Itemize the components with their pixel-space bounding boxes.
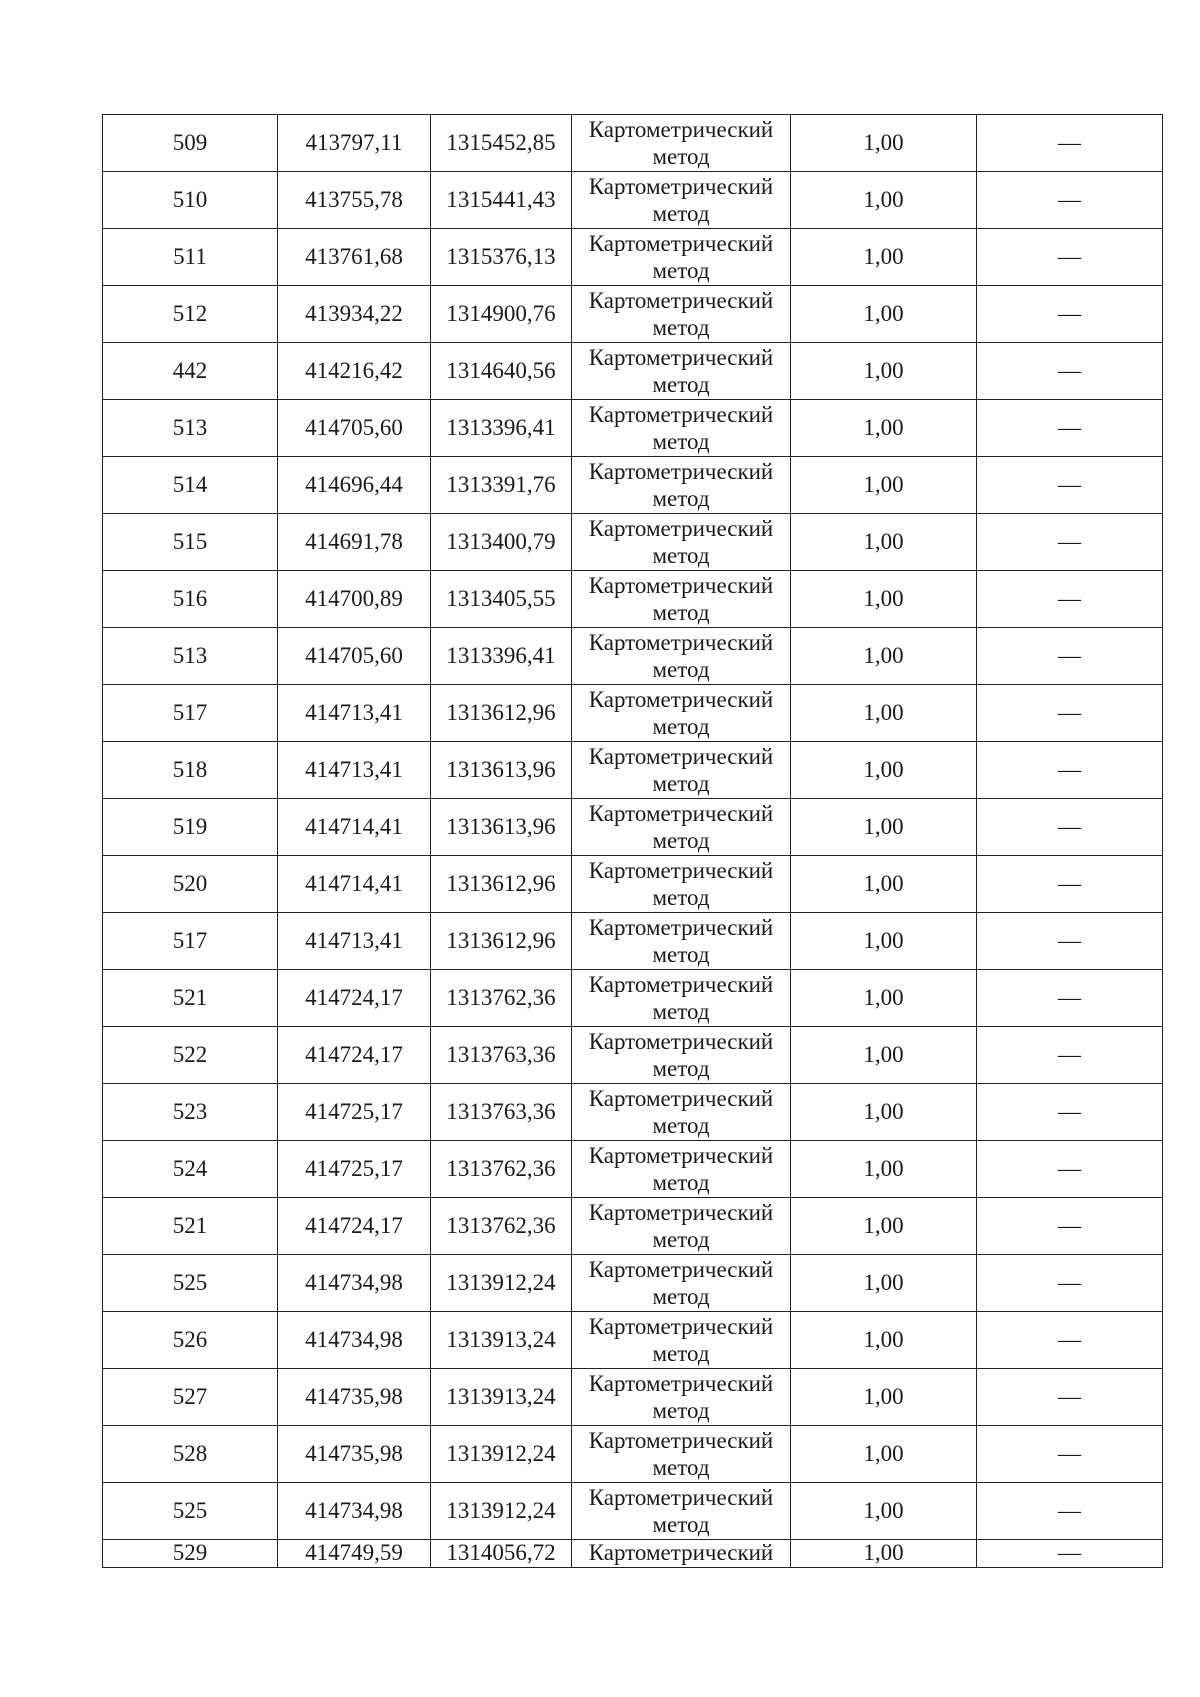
- y-coordinate-cell: 1313763,36: [431, 1027, 572, 1084]
- accuracy-cell: 1,00: [791, 115, 977, 172]
- method-cell: [572, 1426, 791, 1483]
- point-number-cell: 523: [103, 1084, 278, 1141]
- method-text-continued: метод: [652, 200, 710, 226]
- method-text: Картометрический: [588, 287, 774, 313]
- point-number-cell: 513: [103, 400, 278, 457]
- method-text: Картометрический: [588, 800, 774, 826]
- method-text: Картометрический: [588, 116, 774, 142]
- y-coordinate-cell: 1313612,96: [431, 913, 572, 970]
- method-text: Картометрический: [588, 971, 774, 997]
- method-text: Картометрический: [588, 1540, 774, 1565]
- description-cell: —: [977, 400, 1163, 457]
- accuracy-cell: 1,00: [791, 457, 977, 514]
- description-cell: —: [977, 799, 1163, 856]
- method-text: Картометрический: [588, 401, 774, 427]
- table-row: [103, 1540, 1163, 1568]
- description-cell: —: [977, 913, 1163, 970]
- x-coordinate-cell: 414735,98: [278, 1369, 431, 1426]
- description-cell: —: [977, 1198, 1163, 1255]
- point-number-cell: 527: [103, 1369, 278, 1426]
- method-text: Картометрический: [588, 1313, 774, 1339]
- x-coordinate-cell: 414725,17: [278, 1141, 431, 1198]
- method-text: Картометрический: [588, 686, 774, 712]
- method-text: Картометрический: [588, 743, 774, 769]
- accuracy-cell: 1,00: [791, 1255, 977, 1312]
- description-cell: —: [977, 970, 1163, 1027]
- point-number-cell: 521: [103, 970, 278, 1027]
- description-cell: —: [977, 286, 1163, 343]
- description-cell: —: [977, 1141, 1163, 1198]
- method-cell: [572, 685, 791, 742]
- method-cell: [572, 1141, 791, 1198]
- description-cell: —: [977, 856, 1163, 913]
- table-row: [103, 628, 1163, 685]
- table-row: [103, 970, 1163, 1027]
- description-cell: —: [977, 571, 1163, 628]
- description-cell: —: [977, 229, 1163, 286]
- description-cell: —: [977, 457, 1163, 514]
- method-text: Картометрический: [588, 1085, 774, 1111]
- x-coordinate-cell: 413934,22: [278, 286, 431, 343]
- table-row: [103, 856, 1163, 913]
- point-number-cell: 510: [103, 172, 278, 229]
- method-text-continued: метод: [652, 884, 710, 910]
- x-coordinate-cell: 414713,41: [278, 685, 431, 742]
- description-cell: —: [977, 742, 1163, 799]
- accuracy-cell: 1,00: [791, 856, 977, 913]
- method-cell: [572, 1198, 791, 1255]
- table-row: [103, 685, 1163, 742]
- point-number-cell: 442: [103, 343, 278, 400]
- y-coordinate-cell: 1313912,24: [431, 1255, 572, 1312]
- y-coordinate-cell: 1313913,24: [431, 1312, 572, 1369]
- table-row: [103, 1483, 1163, 1540]
- description-cell: —: [977, 1540, 1163, 1568]
- method-text-continued: метод: [652, 314, 710, 340]
- method-text: Картометрический: [588, 344, 774, 370]
- method-text: Картометрический: [588, 1142, 774, 1168]
- point-number-cell: 512: [103, 286, 278, 343]
- table-row: [103, 400, 1163, 457]
- method-cell: [572, 1483, 791, 1540]
- accuracy-cell: 1,00: [791, 1369, 977, 1426]
- table-row: [103, 799, 1163, 856]
- description-cell: —: [977, 685, 1163, 742]
- method-text: Картометрический: [588, 857, 774, 883]
- x-coordinate-cell: 414724,17: [278, 1198, 431, 1255]
- point-number-cell: 528: [103, 1426, 278, 1483]
- method-cell: [572, 1312, 791, 1369]
- method-cell: [572, 799, 791, 856]
- table-row: [103, 343, 1163, 400]
- table-row: [103, 913, 1163, 970]
- x-coordinate-cell: 414216,42: [278, 343, 431, 400]
- description-cell: —: [977, 1027, 1163, 1084]
- point-number-cell: 521: [103, 1198, 278, 1255]
- accuracy-cell: 1,00: [791, 1084, 977, 1141]
- table-row: [103, 1084, 1163, 1141]
- x-coordinate-cell: 414734,98: [278, 1255, 431, 1312]
- y-coordinate-cell: 1315452,85: [431, 115, 572, 172]
- method-text: Картометрический: [588, 515, 774, 541]
- point-number-cell: 526: [103, 1312, 278, 1369]
- method-cell: [572, 628, 791, 685]
- accuracy-cell: 1,00: [791, 1312, 977, 1369]
- coordinates-table: [102, 114, 1163, 1568]
- method-text-continued: метод: [652, 428, 710, 454]
- accuracy-cell: 1,00: [791, 343, 977, 400]
- method-cell: [572, 229, 791, 286]
- method-text: Картометрический: [588, 458, 774, 484]
- table-row: [103, 1369, 1163, 1426]
- method-cell: [572, 400, 791, 457]
- accuracy-cell: 1,00: [791, 400, 977, 457]
- x-coordinate-cell: 414714,41: [278, 856, 431, 913]
- x-coordinate-cell: 414700,89: [278, 571, 431, 628]
- y-coordinate-cell: 1313913,24: [431, 1369, 572, 1426]
- method-text: Картометрический: [588, 572, 774, 598]
- point-number-cell: 514: [103, 457, 278, 514]
- table-row: [103, 286, 1163, 343]
- accuracy-cell: 1,00: [791, 1426, 977, 1483]
- point-number-cell: 519: [103, 799, 278, 856]
- y-coordinate-cell: 1314900,76: [431, 286, 572, 343]
- table-row: [103, 457, 1163, 514]
- accuracy-cell: 1,00: [791, 1198, 977, 1255]
- method-text-continued: метод: [652, 257, 710, 283]
- x-coordinate-cell: 414705,60: [278, 400, 431, 457]
- point-number-cell: 515: [103, 514, 278, 571]
- y-coordinate-cell: 1314056,72: [431, 1540, 572, 1568]
- description-cell: —: [977, 1369, 1163, 1426]
- method-text: Картометрический: [588, 1199, 774, 1225]
- method-cell: [572, 856, 791, 913]
- x-coordinate-cell: 414696,44: [278, 457, 431, 514]
- y-coordinate-cell: 1313613,96: [431, 742, 572, 799]
- x-coordinate-cell: 414705,60: [278, 628, 431, 685]
- x-coordinate-cell: 414713,41: [278, 742, 431, 799]
- method-text-continued: метод: [652, 143, 710, 169]
- method-text: Картометрический: [588, 629, 774, 655]
- point-number-cell: 517: [103, 913, 278, 970]
- table-row: [103, 514, 1163, 571]
- method-text-continued: метод: [652, 1226, 710, 1252]
- accuracy-cell: 1,00: [791, 1141, 977, 1198]
- description-cell: —: [977, 115, 1163, 172]
- accuracy-cell: 1,00: [791, 286, 977, 343]
- accuracy-cell: 1,00: [791, 1483, 977, 1540]
- x-coordinate-cell: 414725,17: [278, 1084, 431, 1141]
- method-cell: [572, 1027, 791, 1084]
- accuracy-cell: 1,00: [791, 172, 977, 229]
- description-cell: —: [977, 343, 1163, 400]
- point-number-cell: 520: [103, 856, 278, 913]
- description-cell: —: [977, 1426, 1163, 1483]
- accuracy-cell: 1,00: [791, 1027, 977, 1084]
- point-number-cell: 525: [103, 1255, 278, 1312]
- x-coordinate-cell: 414713,41: [278, 913, 431, 970]
- method-text-continued: метод: [652, 371, 710, 397]
- table-row: [103, 1198, 1163, 1255]
- method-text: Картометрический: [588, 914, 774, 940]
- y-coordinate-cell: 1313391,76: [431, 457, 572, 514]
- accuracy-cell: 1,00: [791, 799, 977, 856]
- accuracy-cell: 1,00: [791, 1540, 977, 1568]
- method-text-continued: метод: [652, 656, 710, 682]
- description-cell: —: [977, 1255, 1163, 1312]
- method-cell: [572, 115, 791, 172]
- y-coordinate-cell: 1313613,96: [431, 799, 572, 856]
- y-coordinate-cell: 1313405,55: [431, 571, 572, 628]
- method-text: Картометрический: [588, 230, 774, 256]
- method-text-continued: метод: [652, 1454, 710, 1480]
- method-text-continued: метод: [652, 941, 710, 967]
- method-cell: [572, 457, 791, 514]
- method-cell: [572, 286, 791, 343]
- y-coordinate-cell: 1313396,41: [431, 400, 572, 457]
- method-text-continued: метод: [652, 542, 710, 568]
- method-text: Картометрический: [588, 173, 774, 199]
- x-coordinate-cell: 414734,98: [278, 1483, 431, 1540]
- x-coordinate-cell: 414749,59: [278, 1540, 431, 1568]
- table-row: [103, 742, 1163, 799]
- x-coordinate-cell: 414735,98: [278, 1426, 431, 1483]
- table-row: [103, 571, 1163, 628]
- description-cell: —: [977, 1084, 1163, 1141]
- accuracy-cell: 1,00: [791, 742, 977, 799]
- method-cell: [572, 1369, 791, 1426]
- x-coordinate-cell: 414691,78: [278, 514, 431, 571]
- table-row: [103, 115, 1163, 172]
- method-cell: [572, 514, 791, 571]
- point-number-cell: 524: [103, 1141, 278, 1198]
- description-cell: —: [977, 1483, 1163, 1540]
- accuracy-cell: 1,00: [791, 970, 977, 1027]
- point-number-cell: 513: [103, 628, 278, 685]
- table-row: [103, 1426, 1163, 1483]
- method-text: Картометрический: [588, 1427, 774, 1453]
- method-cell: [572, 970, 791, 1027]
- method-text-continued: метод: [652, 1397, 710, 1423]
- method-text-continued: метод: [652, 770, 710, 796]
- method-text-continued: метод: [652, 827, 710, 853]
- table-row: [103, 172, 1163, 229]
- point-number-cell: 522: [103, 1027, 278, 1084]
- y-coordinate-cell: 1313396,41: [431, 628, 572, 685]
- y-coordinate-cell: 1313400,79: [431, 514, 572, 571]
- point-number-cell: 516: [103, 571, 278, 628]
- table-row: [103, 229, 1163, 286]
- table-row: [103, 1312, 1163, 1369]
- accuracy-cell: 1,00: [791, 229, 977, 286]
- y-coordinate-cell: 1313763,36: [431, 1084, 572, 1141]
- table-row: [103, 1255, 1163, 1312]
- method-cell: [572, 742, 791, 799]
- table-row: [103, 1027, 1163, 1084]
- method-text-continued: метод: [652, 1169, 710, 1195]
- y-coordinate-cell: 1313762,36: [431, 1198, 572, 1255]
- y-coordinate-cell: 1313612,96: [431, 685, 572, 742]
- method-text-continued: метод: [652, 1055, 710, 1081]
- point-number-cell: 518: [103, 742, 278, 799]
- x-coordinate-cell: 413755,78: [278, 172, 431, 229]
- method-text-continued: метод: [652, 1283, 710, 1309]
- method-cell: [572, 1540, 791, 1568]
- y-coordinate-cell: 1313612,96: [431, 856, 572, 913]
- x-coordinate-cell: 414734,98: [278, 1312, 431, 1369]
- y-coordinate-cell: 1313762,36: [431, 1141, 572, 1198]
- y-coordinate-cell: 1315441,43: [431, 172, 572, 229]
- x-coordinate-cell: 413761,68: [278, 229, 431, 286]
- x-coordinate-cell: 414724,17: [278, 970, 431, 1027]
- accuracy-cell: 1,00: [791, 685, 977, 742]
- accuracy-cell: 1,00: [791, 514, 977, 571]
- x-coordinate-cell: 413797,11: [278, 115, 431, 172]
- point-number-cell: 509: [103, 115, 278, 172]
- method-text-continued: метод: [652, 998, 710, 1024]
- method-text: Картометрический: [588, 1028, 774, 1054]
- method-text-continued: метод: [652, 713, 710, 739]
- method-text: Картометрический: [588, 1484, 774, 1510]
- description-cell: —: [977, 628, 1163, 685]
- x-coordinate-cell: 414714,41: [278, 799, 431, 856]
- method-text-continued: метод: [652, 485, 710, 511]
- accuracy-cell: 1,00: [791, 628, 977, 685]
- method-text: Картометрический: [588, 1256, 774, 1282]
- description-cell: —: [977, 514, 1163, 571]
- method-cell: [572, 343, 791, 400]
- description-cell: —: [977, 172, 1163, 229]
- point-number-cell: 517: [103, 685, 278, 742]
- accuracy-cell: 1,00: [791, 571, 977, 628]
- x-coordinate-cell: 414724,17: [278, 1027, 431, 1084]
- point-number-cell: 529: [103, 1540, 278, 1568]
- point-number-cell: 511: [103, 229, 278, 286]
- method-text-continued: метод: [652, 1340, 710, 1366]
- method-cell: [572, 1255, 791, 1312]
- method-text-continued: метод: [652, 599, 710, 625]
- y-coordinate-cell: 1315376,13: [431, 229, 572, 286]
- method-text-continued: метод: [652, 1511, 710, 1537]
- method-text-continued: метод: [652, 1112, 710, 1138]
- method-cell: [572, 172, 791, 229]
- y-coordinate-cell: 1313912,24: [431, 1426, 572, 1483]
- y-coordinate-cell: 1313912,24: [431, 1483, 572, 1540]
- table-row: [103, 1141, 1163, 1198]
- point-number-cell: 525: [103, 1483, 278, 1540]
- y-coordinate-cell: 1313762,36: [431, 970, 572, 1027]
- accuracy-cell: 1,00: [791, 913, 977, 970]
- method-cell: [572, 571, 791, 628]
- y-coordinate-cell: 1314640,56: [431, 343, 572, 400]
- method-cell: [572, 913, 791, 970]
- method-text: Картометрический: [588, 1370, 774, 1396]
- description-cell: —: [977, 1312, 1163, 1369]
- method-cell: [572, 1084, 791, 1141]
